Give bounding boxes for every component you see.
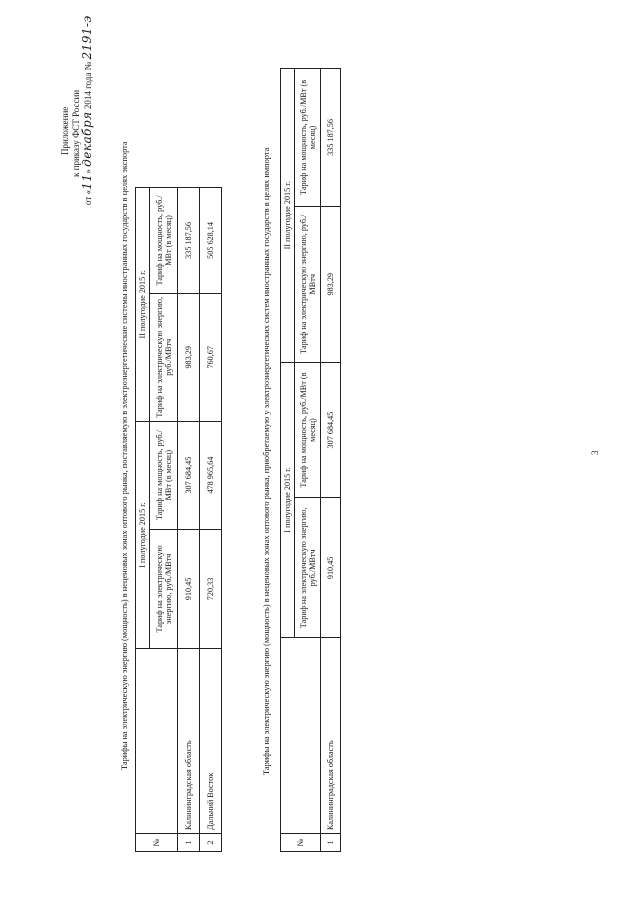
h2-capacity-header: Тариф на мощность, руб./МВт (в месяц) [150, 188, 178, 294]
col-region [281, 638, 321, 834]
table-row [321, 69, 341, 852]
row-h1-energy: 910,45 [321, 498, 341, 638]
row-h2-capacity: 335 187,56 [178, 188, 200, 294]
h1-energy-header: Тариф на электрическую энергию, руб./МВтч [295, 498, 321, 638]
h2-capacity-header: Тариф на мощность, руб./МВт (в месяц) [295, 69, 321, 207]
row-no: 2 [200, 834, 222, 852]
col-no: № [136, 834, 178, 852]
row-h1-energy: 910,45 [178, 529, 200, 649]
row-h2-capacity: 505 628,14 [200, 188, 222, 294]
import-table [280, 68, 341, 852]
col-half1: I полугодие 2015 г. [281, 362, 295, 638]
row-h2-energy: 983,29 [321, 206, 341, 362]
page-number: 3 [590, 450, 600, 455]
export-header-row-1 [136, 188, 150, 852]
appendix-label: Приложение [60, 106, 70, 155]
h2-energy-header: Тариф на электрическую энергию, руб./МВтч [295, 206, 321, 362]
export-title: Тарифы на электрическую энергию (мощность) в неценовых зонах оптового рынка, поставляемую в электроэнергетические системы иностранных государств в целях экспорта [120, 141, 129, 770]
appendix-order-ref: к приказу ФСТ России [71, 89, 81, 177]
h1-capacity-header: Тариф на мощность, руб./МВт (в месяц) [295, 362, 321, 498]
import-title: Тарифы на электрическую энергию (мощность) в неценовых зонах оптового рынка, приобретаемую у электроэнергетических систем иностранных государств в целях импорта [262, 147, 271, 775]
col-no: № [281, 834, 321, 852]
date-month: декабря [80, 111, 94, 167]
row-region: Калининградская область [321, 638, 341, 834]
h1-capacity-header: Тариф на мощность, руб./МВт (в месяц) [150, 421, 178, 529]
col-half1: I полугодие 2015 г. [136, 421, 150, 649]
date-year: 2014 года № [83, 61, 93, 110]
import-header-row-1 [281, 69, 295, 852]
appendix-date-line: от «11» декабря 2014 года № 2191-э [80, 15, 94, 205]
row-region: Калининградская область [178, 649, 200, 834]
table-row [200, 188, 222, 852]
row-no: 1 [321, 834, 341, 852]
appendix-header [60, 15, 94, 205]
h2-energy-header: Тариф на электрическую энергию, руб./МВтч [150, 293, 178, 421]
order-number: 2191-э [80, 15, 94, 60]
row-no: 1 [178, 834, 200, 852]
table-row [178, 188, 200, 852]
col-half2: II полугодие 2015 г. [281, 69, 295, 363]
date-prefix: от « [83, 189, 93, 205]
h1-energy-header: Тариф на электрическую энергию, руб./МВтч [150, 529, 178, 649]
row-h1-capacity: 478 965,64 [200, 421, 222, 529]
export-table [135, 187, 222, 852]
row-h1-capacity: 307 684,45 [321, 362, 341, 498]
row-h2-energy: 760,67 [200, 293, 222, 421]
row-region: Дальний Восток [200, 649, 222, 834]
col-half2: II полугодие 2015 г. [136, 188, 150, 422]
date-day: 11 [80, 173, 94, 190]
row-h1-capacity: 307 684,45 [178, 421, 200, 529]
col-region [136, 649, 178, 834]
row-h1-energy: 720,33 [200, 529, 222, 649]
row-h2-capacity: 335 187,56 [321, 69, 341, 207]
row-h2-energy: 983,29 [178, 293, 200, 421]
